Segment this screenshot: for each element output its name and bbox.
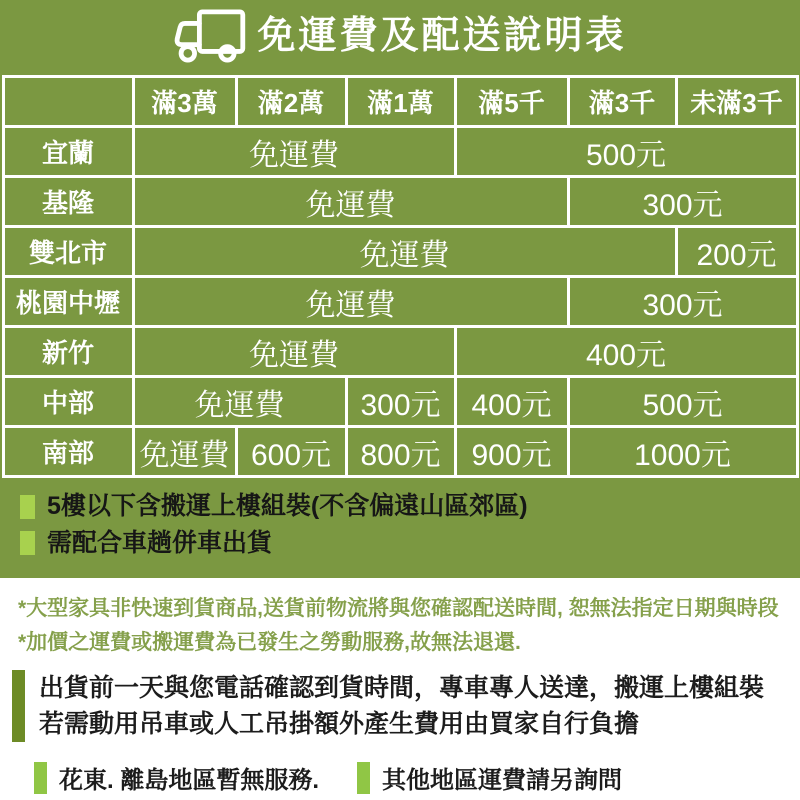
vertical-bar-icon: [34, 762, 47, 794]
service-area-note: [34, 760, 319, 795]
service-area-note: [357, 760, 622, 795]
column-header: 滿1萬: [346, 77, 455, 127]
fine-print-line: *加價之運費或搬運費為已發生之勞動服務,故無法退還.: [18, 631, 521, 654]
fee-cell: 免運費: [133, 177, 568, 227]
fee-cell: 免運費: [133, 427, 236, 477]
fee-cell: 免運費: [133, 227, 676, 277]
footnote-item: [20, 530, 800, 558]
fee-cell: 600元: [236, 427, 346, 477]
table-footnotes: [20, 493, 800, 557]
region-header: 雙北市: [3, 227, 133, 277]
fee-cell: 免運費: [133, 377, 346, 427]
column-header: 滿5千: [455, 77, 568, 127]
table-row: [3, 277, 797, 327]
region-header: 宜蘭: [3, 127, 133, 177]
fee-cell: 300元: [346, 377, 455, 427]
delivery-note-block: [12, 670, 800, 742]
footnote-text: 需配合車趟併車出貨: [47, 528, 273, 557]
delivery-note-line: 出貨前一天與您電話確認到貨時間，專車專人送達，搬運上樓組裝: [39, 674, 765, 702]
table-row: [3, 227, 797, 277]
fee-cell: 300元: [568, 277, 797, 327]
column-header: 滿3萬: [133, 77, 236, 127]
shipping-fee-table: [2, 75, 799, 478]
fee-cell: 免運費: [133, 327, 455, 377]
vertical-bar-icon: [357, 762, 370, 794]
service-area-notes: [34, 760, 800, 795]
fee-cell: 900元: [455, 427, 568, 477]
fee-cell: 1000元: [568, 427, 797, 477]
table-row: [3, 427, 797, 477]
region-header: 南部: [3, 427, 133, 477]
column-header: 未滿3千: [676, 77, 797, 127]
table-header-row: [3, 77, 797, 127]
fee-cell: 免運費: [133, 127, 455, 177]
table-row: [3, 327, 797, 377]
table-row: [3, 177, 797, 227]
fee-cell: 免運費: [133, 277, 568, 327]
table-row: [3, 127, 797, 177]
delivery-note-text: [39, 670, 764, 742]
column-header: 滿2萬: [236, 77, 346, 127]
region-header: 基隆: [3, 177, 133, 227]
delivery-terms-section: [0, 578, 800, 800]
fee-cell: 400元: [455, 377, 568, 427]
fee-cell: 400元: [455, 327, 797, 377]
page-title: 免運費及配送說明表: [257, 14, 627, 57]
page-title-bar: [0, 0, 800, 63]
fine-print-line: *大型家具非快速到貨商品,送貨前物流將與您確認配送時間, 恕無法指定日期與時段: [18, 597, 779, 620]
region-header: 新竹: [3, 327, 133, 377]
delivery-truck-icon: [173, 9, 247, 63]
square-bullet-icon: [20, 531, 35, 555]
corner-cell: [3, 77, 133, 127]
column-header: 滿3千: [568, 77, 676, 127]
fee-cell: 500元: [455, 127, 797, 177]
region-header: 中部: [3, 377, 133, 427]
footnote-text: 5樓以下含搬運上樓組裝(不含偏遠山區郊區): [47, 492, 528, 520]
vertical-bar-icon: [12, 670, 25, 742]
service-area-text: 其他地區運費請另詢問: [382, 767, 623, 794]
fine-print-block: [0, 578, 800, 660]
service-area-text: 花東. 離島地區暫無服務.: [59, 767, 320, 794]
fee-cell: 200元: [676, 227, 797, 277]
footnote-item: [20, 493, 800, 521]
fee-cell: 500元: [568, 377, 797, 427]
fee-cell: 800元: [346, 427, 455, 477]
delivery-note-line: 若需動用吊車或人工吊掛額外產生費用由買家自行負擔: [39, 710, 640, 738]
region-header: 桃園中壢: [3, 277, 133, 327]
fee-cell: 300元: [568, 177, 797, 227]
table-row: [3, 377, 797, 427]
square-bullet-icon: [20, 495, 35, 519]
